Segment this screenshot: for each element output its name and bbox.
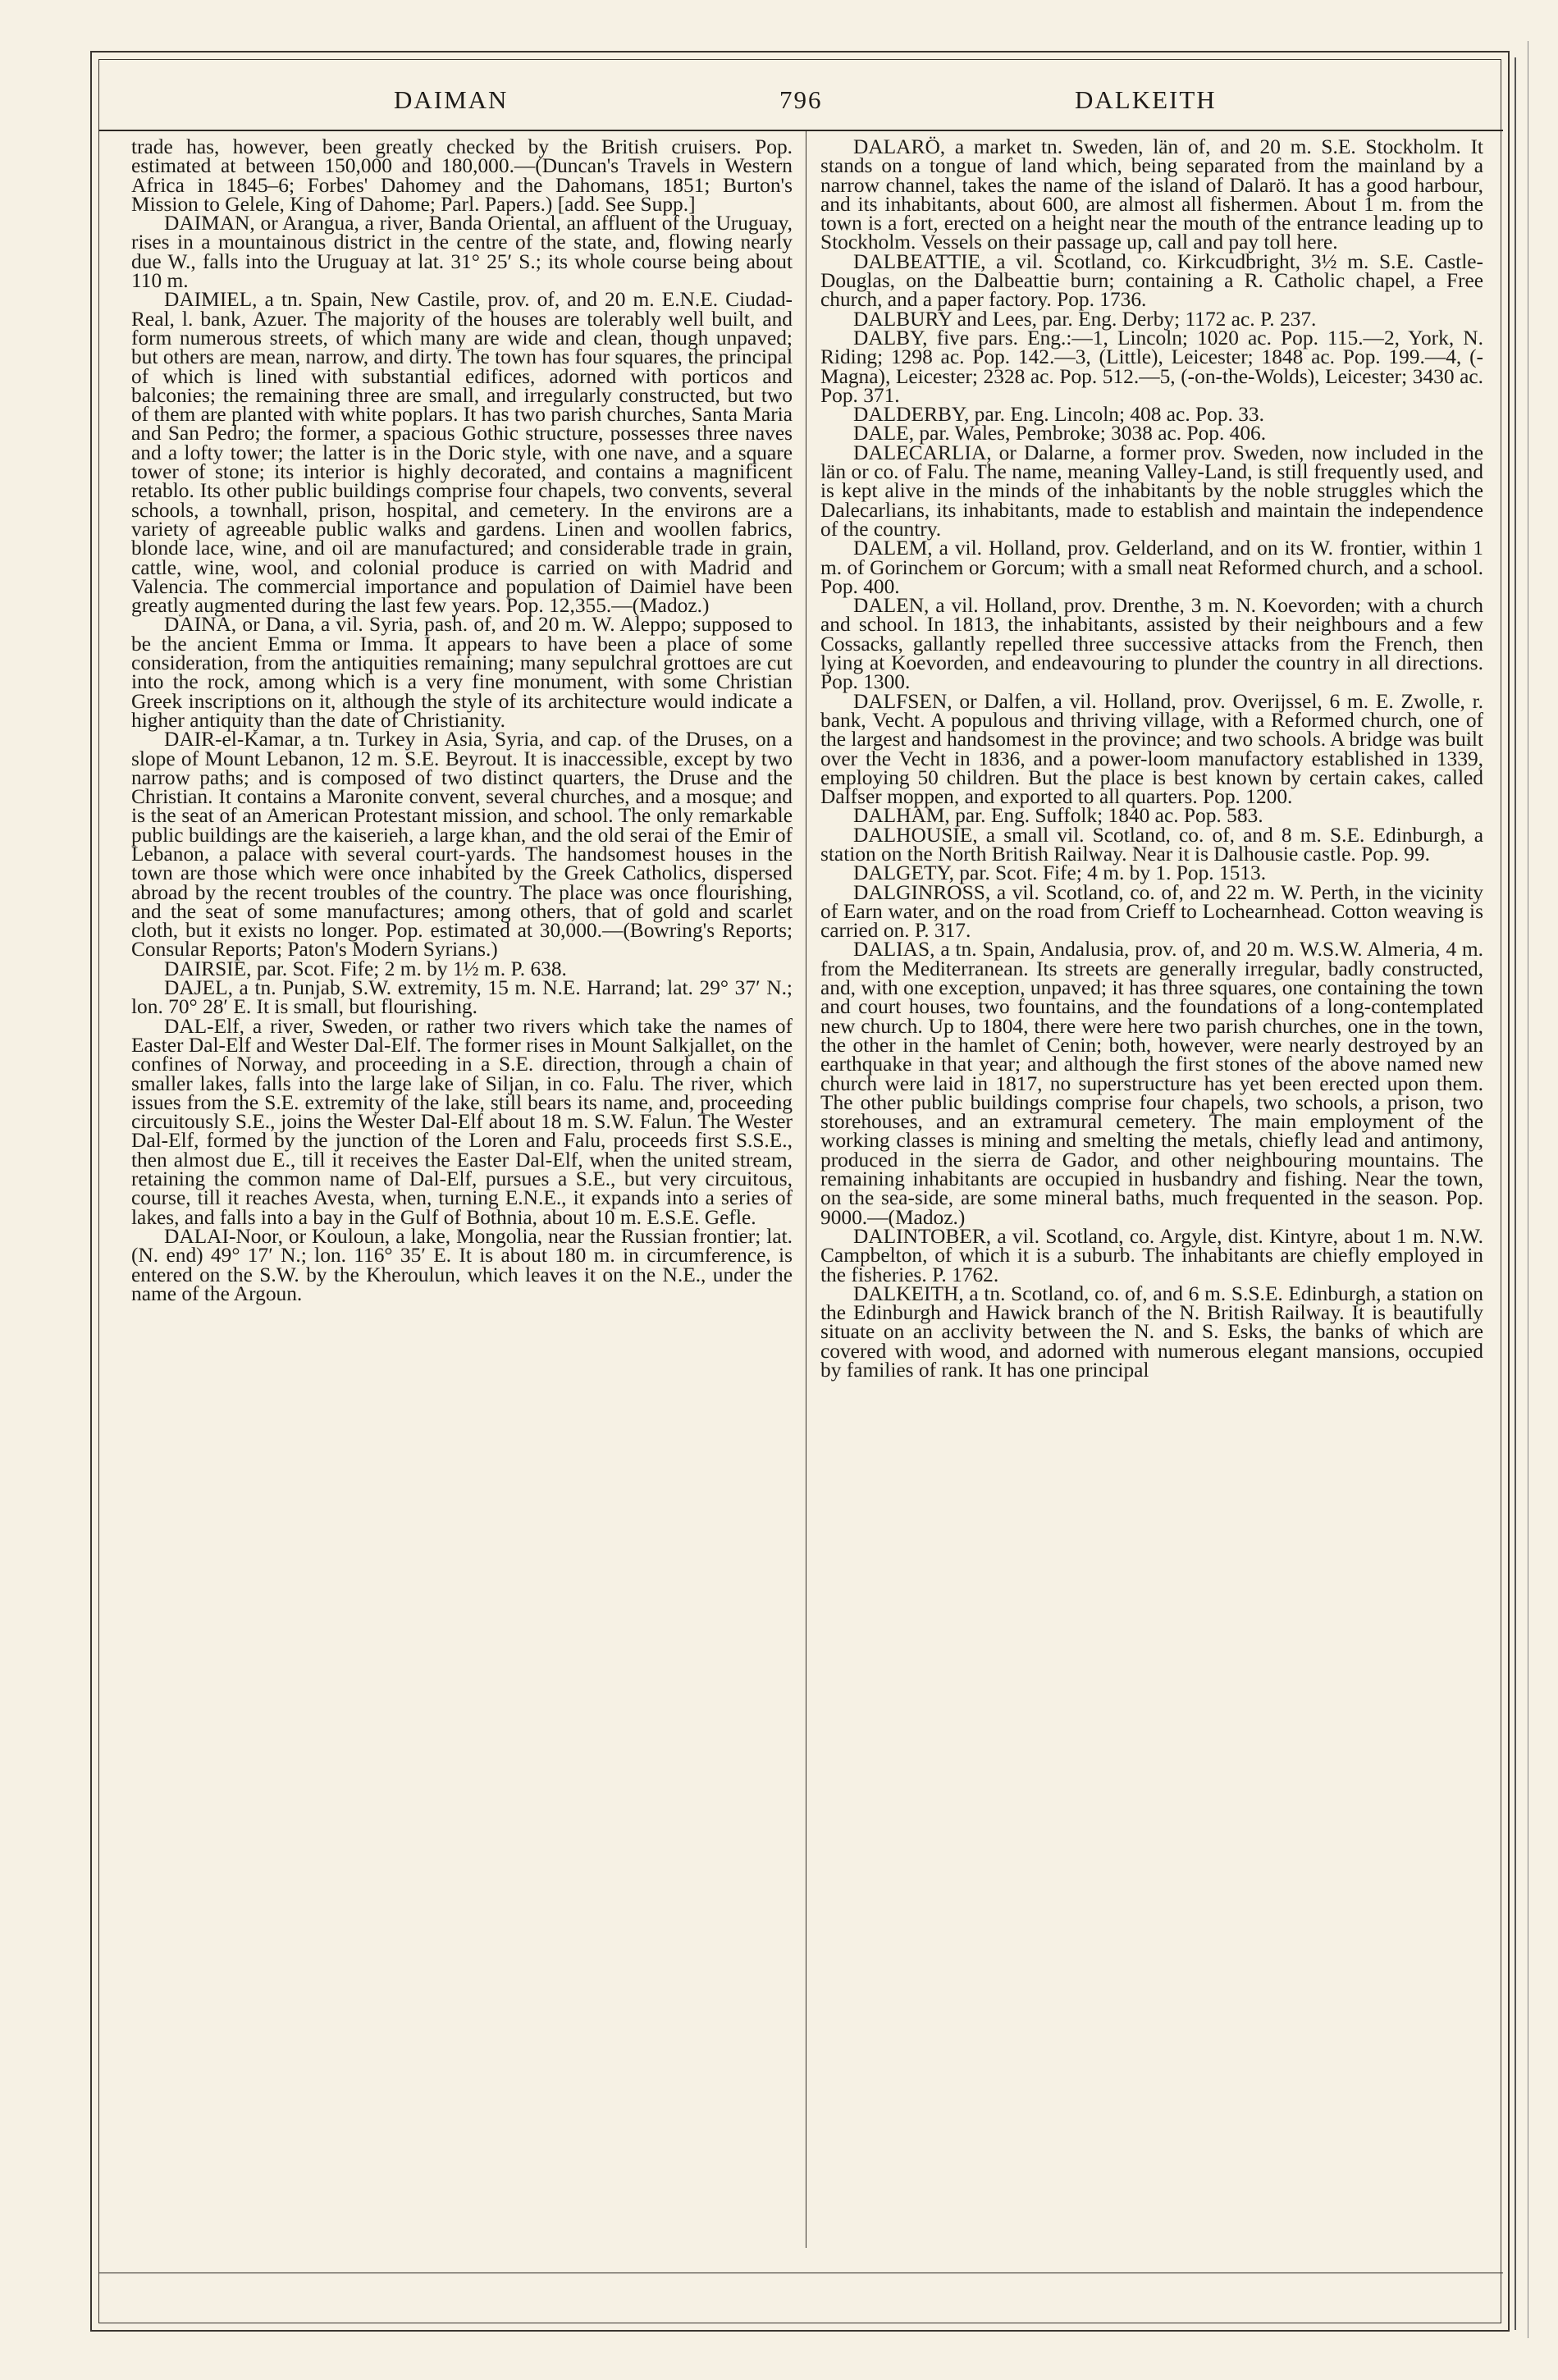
gazetteer-entry: DALHOUSIE, a small vil. Scotland, co. of, and 8 m. S.E. Edinburgh, a station on the North British Railway. Near it is Dalhousie castle. Pop. 99.	[820, 823, 1483, 866]
gazetteer-entry: DALBEATTIE, a vil. Scotland, co. Kirkcudbright, 3½ m. S.E. Castle-Douglas, on the Dalbeattie burn; containing a R. Catholic chapel, a Free church, and a paper factory. Pop. 1736.	[820, 249, 1483, 312]
gazetteer-entry: DAJEL, a tn. Punjab, S.W. extremity, 15 m. N.E. Harrand; lat. 29° 37′ N.; lon. 70° 28′ E. It is small, but flourishing.	[131, 976, 793, 1019]
gazetteer-entry: DALAI-Noor, or Kouloun, a lake, Mongolia, near the Russian frontier; lat. (N. end) 49° 17′ N.; lon. 116° 35′ E. It is about 180 m. in circumference, is entered on the S.W. by the Kheroulun, which leaves it on the N.E., under the name of the Argoun.	[131, 1224, 793, 1305]
gazetteer-entry: DALDERBY, par. Eng. Lincoln; 408 ac. Pop. 33.	[853, 403, 1264, 427]
left-column	[131, 135, 793, 1305]
page-number: 796	[779, 85, 823, 114]
gazetteer-entry: DALIAS, a tn. Spain, Andalusia, prov. of, and 20 m. W.S.W. Almeria, 4 m. from the Mediterranean. Its streets are generally irregular, badly constructed, and, with one exception, unpaved; it has three squares, one containing the town and court houses, two fountains, and the foundations of a long-contemplated new church. Up to 1804, there were here two parish churches, one in the town, the other in the hamlet of Cenin; both, however, were nearly destroyed by an earthquake in that year; and although the first stones of the above named new church were laid in 1817, no superstructure has yet been erected upon them. The other public buildings comprise four chapels, two schools, a prison, two storehouses, and an extramural cemetery. The main employment of the working classes is mining and smelting the metals, chiefly lead and antimony, produced in the sierra de Gador, and other neighbouring mountains. The remaining inhabitants are occupied in husbandry and fishing. Near the town, on the sea-side, are some mineral baths, much frequented in the season. Pop. 9000.—(Madoz.)	[820, 938, 1483, 1229]
gazetteer-entry: DAIR-el-Kamar, a tn. Turkey in Asia, Syria, and cap. of the Druses, on a slope of Mount Lebanon, 12 m. S.E. Beyrout. It is inaccessible, except by two narrow paths; and is composed of two distinct quarters, the Druse and the Christian. It contains a Maronite convent, several churches, and a mosque; and is the seat of an American Protestant mission, and school. The only remarkable public buildings are the kaiserieh, a large khan, and the old serai of the Emir of Lebanon, a palace with several court-yards. The handsomest houses in the town are those which were once inhabited by the Greek Catholics, dispersed abroad by the recent troubles of the country. The place was once flourishing, and the seat of some manufactures; among others, that of gold and scarlet cloth, but it exists no longer. Pop. estimated at 30,000.—(Bowring's Reports; Consular Reports; Paton's Modern Syrians.)	[131, 728, 793, 962]
gazetteer-entry: DAIMAN, or Arangua, a river, Banda Oriental, an affluent of the Uruguay, rises in a mountainous district in the centre of the state, and, flowing nearly due W., falls into the Uruguay at lat. 31° 25′ S.; its whole course being about 110 m.	[131, 212, 793, 293]
gazetteer-entry: DALHAM, par. Eng. Suffolk; 1840 ac. Pop. 583.	[853, 804, 1263, 828]
gazetteer-entry: DAIMIEL, a tn. Spain, New Castile, prov. of, and 20 m. E.N.E. Ciudad-Real, l. bank, Azuer. The majority of the houses are tolerably well built, and form numerous streets, of which many are wide and clean, though unpaved; but others are mean, narrow, and dirty. The town has four squares, the principal of which is lined with substantial edifices, adorned with porticos and balconies; the remaining three are small, and irregularly constructed, but two of them are planted with white poplars. It has two parish churches, Santa Maria and San Pedro; the former, a spacious Gothic structure, possesses three naves and a lofty tower; the latter is in the Doric style, with one nave, and a square tower of stone; its interior is highly decorated, and contains a magnificent retablo. Its other public buildings comprise four chapels, two convents, several schools, a townhall, prison, hospital, and cemetery. In the environs are a variety of agreeable public walks and gardens. Linen and woollen fabrics, blonde lace, wine, and oil are manufactured; and considerable trade in grain, cattle, wine, wool, and colonial produce is carried on with Madrid and Valencia. The commercial importance and population of Daimiel have been greatly augmented during the last few years. Pop. 12,355.—(Madoz.)	[131, 288, 793, 618]
gazetteer-entry: DALFSEN, or Dalfen, a vil. Holland, prov. Overijssel, 6 m. E. Zwolle, r. bank, Vecht. A populous and thriving village, with a Reformed church, one of the largest and handsomest in the province; and two schools. A bridge was built over the Vecht in 1836, and a power-loom manufactory established in 1339, employing 50 children. But the place is best known by certain cakes, called Dalfser moppen, and exported to all quarters. Pop. 1200.	[820, 689, 1483, 809]
gazetteer-entry: DALGINROSS, a vil. Scotland, co. of, and 22 m. W. Perth, in the vicinity of Earn water, and on the road from Crieff to Lochearnhead. Cotton weaving is carried on. P. 317.	[820, 880, 1483, 943]
gazetteer-entry: DALGETY, par. Scot. Fife; 4 m. by 1. Pop. 1513.	[853, 861, 1267, 885]
header-rule	[98, 130, 1503, 131]
right-column	[820, 135, 1483, 1382]
gazetteer-entry: DALBURY and Lees, par. Eng. Derby; 1172 ac. P. 237.	[853, 307, 1317, 331]
gazetteer-entry: DALECARLIA, or Dalarne, a former prov. Sweden, now included in the län or co. of Falu. The name, meaning Valley-Land, is still frequently used, and is kept alive in the minds of the inhabitants by the noble struggles which the Dalecarlians, its inhabitants, made to establish and maintain the independence of the country.	[820, 441, 1483, 541]
gazetteer-entry: DALE, par. Wales, Pembroke; 3038 ac. Pop. 406.	[853, 422, 1267, 445]
gazetteer-entry: DALARÖ, a market tn. Sweden, län of, and 20 m. S.E. Stockholm. It stands on a tongue of land which, being separated from the mainland by a narrow channel, takes the name of the island of Dalarö. It has a good harbour, and its inhabitants, about 600, are almost all fishermen. About 1 m. from the town is a fort, erected on a height near the mouth of the entrance leading up to Stockholm. Vessels on their passage up, call and pay toll here.	[820, 135, 1483, 254]
header-left-guide-word: DAIMAN	[394, 85, 509, 114]
gazetteer-entry: DALEN, a vil. Holland, prov. Drenthe, 3 m. N. Koevorden; with a church and school. In 1813, the inhabitants, assisted by their neighbours and a few Cossacks, gallantly repelled three successive attacks from the French, then lying at Koevorden, and endeavouring to plunder the country in all directions. Pop. 1300.	[820, 594, 1483, 694]
gazetteer-entry: DALBY, five pars. Eng.:—1, Lincoln; 1020 ac. Pop. 115.—2, York, N. Riding; 1298 ac. Pop. 142.—3, (Little), Leicester; 1848 ac. Pop. 199.—4, (-Magna), Leicester; 2328 ac. Pop. 512.—5, (-on-the-Wolds), Leicester; 3430 ac. Pop. 371.	[820, 326, 1483, 407]
binding-edge	[1515, 57, 1516, 2330]
gazetteer-entry: DAIRSIE, par. Scot. Fife; 2 m. by 1½ m. P. 638.	[164, 957, 567, 980]
gazetteer-entry: DALINTOBER, a vil. Scotland, co. Argyle, dist. Kintyre, about 1 m. N.W. Campbelton, of which it is a suburb. The inhabitants are chiefly employed in the fisheries. P. 1762.	[820, 1224, 1483, 1286]
gazetteer-entry: DAINA, or Dana, a vil. Syria, pash. of, and 20 m. W. Aleppo; supposed to be the ancient Emma or Imma. It appears to have been a place of some consideration, from the antiquities remaining; many sepulchral grottoes are cut into the rock, among which is a very fine monument, with some Christian Greek inscriptions on it, although the style of its architecture would indicate a higher antiquity than the date of Christianity.	[131, 613, 793, 732]
running-header	[107, 79, 1497, 128]
gazetteer-entry: trade has, however, been greatly checked by the British cruisers. Pop. estimated at between 150,000 and 180,000.—(Duncan's Travels in Western Africa in 1845–6; Forbes' Dahomey and the Dahomans, 1851; Burton's Mission to Gelele, King of Dahome; Parl. Papers.) [add. See Supp.]	[131, 135, 793, 216]
header-right-guide-word: DALKEITH	[1075, 85, 1217, 114]
gazetteer-entry: DALEM, a vil. Holland, prov. Gelderland, and on its W. frontier, within 1 m. of Gorinchem or Gorcum; with a small neat Reformed church, and a school. Pop. 400.	[820, 537, 1483, 598]
gazetteer-entry: DAL-Elf, a river, Sweden, or rather two rivers which take the names of Easter Dal-Elf and Wester Dal-Elf. The former rises in Mount Salkjallet, on the confines of Norway, and proceeding in a S.E. direction, through a chain of smaller lakes, falls into the large lake of Siljan, in co. Falu. The river, which issues from the S.E. extremity of the lake, still bears its name, and, proceeding circuitously S.E., joins the Wester Dal-Elf about 18 m. S.W. Falun. The Wester Dal-Elf, formed by the junction of the Loren and Falu, proceeds first S.S.E., then almost due E., till it receives the Easter Dal-Elf, when the united stream, retaining the common name of Dal-Elf, pursues a S.E., but very circuitous, course, till it reaches Avesta, when, turning E.N.E., it expands into a series of lakes, and falls into a bay in the Gulf of Bothnia, about 10 m. E.S.E. Gefle.	[131, 1014, 793, 1229]
gazetteer-entry: DALKEITH, a tn. Scotland, co. of, and 6 m. S.S.E. Edinburgh, a station on the Edinburgh and Hawick branch of the N. British Railway. It is beautifully situate on an acclivity between the N. and S. Esks, the banks of which are covered with wood, and adorned with numerous elegant mansions, occupied by families of rank. It has one principal	[820, 1281, 1483, 1382]
